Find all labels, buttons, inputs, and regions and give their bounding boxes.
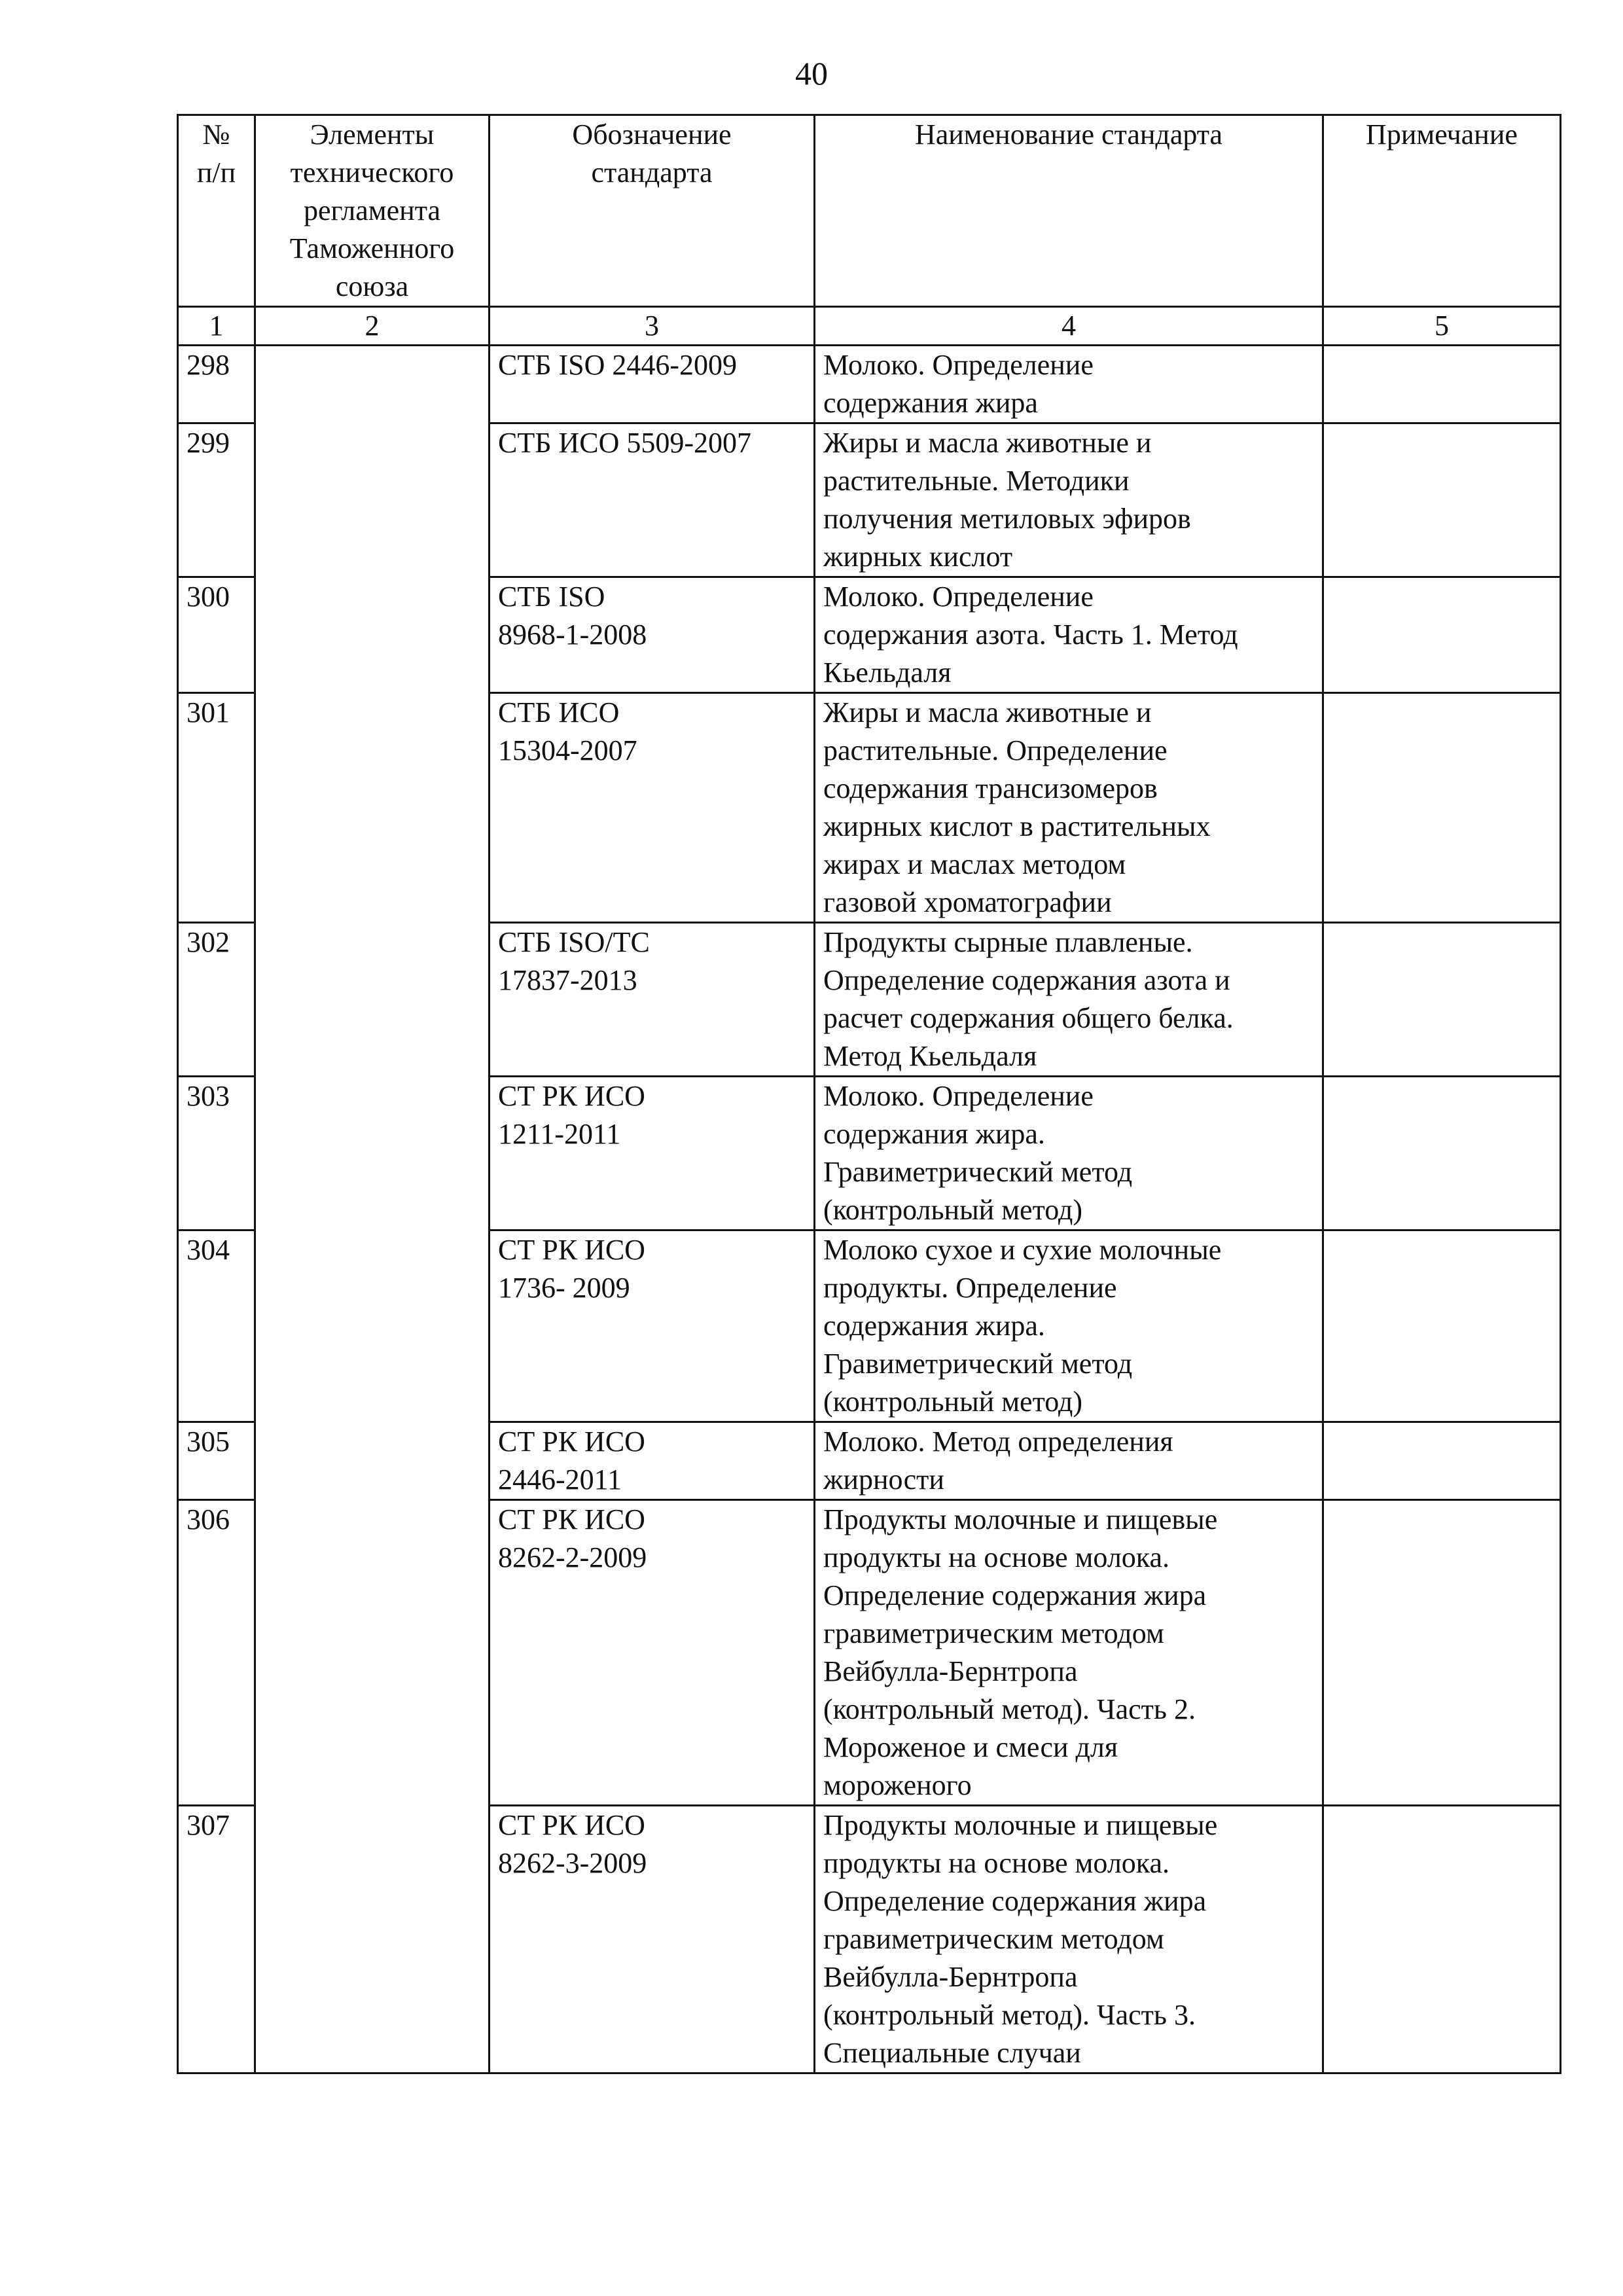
standard-designation: СТ РК ИСО 2446-2011: [490, 1422, 815, 1500]
standard-name: Молоко. Определение содержания жира: [815, 346, 1323, 423]
header-num: № п/п: [178, 115, 255, 307]
standard-designation: СТ РК ИСО 8262-3-2009: [490, 1806, 815, 2073]
row-number: 301: [178, 693, 255, 923]
row-number: 300: [178, 577, 255, 693]
standard-designation: СТ РК ИСО 8262-2-2009: [490, 1500, 815, 1806]
standard-note: [1323, 346, 1561, 423]
table-header-row: [178, 115, 1561, 307]
header-elements: Элементы технического регламента Таможенного союза: [255, 115, 490, 307]
standard-designation: СТ РК ИСО 1736- 2009: [490, 1230, 815, 1422]
standard-name: Жиры и масла животные и растительные. Методики получения метиловых эфиров жирных кислот: [815, 423, 1323, 577]
standard-designation: СТБ ИСО 15304-2007: [490, 693, 815, 923]
standard-designation: СТБ ISO 2446-2009: [490, 346, 815, 423]
column-number: 3: [490, 307, 815, 346]
table-body: [178, 346, 1561, 2073]
row-number: 304: [178, 1230, 255, 1422]
row-number: 305: [178, 1422, 255, 1500]
standard-name: Молоко. Определение содержания азота. Часть 1. Метод Кьельдаля: [815, 577, 1323, 693]
row-number: 307: [178, 1806, 255, 2073]
table-row: [178, 346, 1561, 423]
standard-designation: СТБ ИСО 5509-2007: [490, 423, 815, 577]
column-number: 1: [178, 307, 255, 346]
standard-name: Молоко. Метод определения жирности: [815, 1422, 1323, 1500]
column-number: 4: [815, 307, 1323, 346]
standard-name: Молоко сухое и сухие молочные продукты. Определение содержания жира. Гравиметрический метод (контрольный метод): [815, 1230, 1323, 1422]
standards-table: [177, 114, 1561, 2074]
header-designation: Обозначение стандарта: [490, 115, 815, 307]
standard-name: Продукты сырные плавленые. Определение содержания азота и расчет содержания общего белка. Метод Кьельдаля: [815, 923, 1323, 1077]
standard-note: [1323, 1806, 1561, 2073]
header-name: Наименование стандарта: [815, 115, 1323, 307]
standard-note: [1323, 1422, 1561, 1500]
standard-note: [1323, 1230, 1561, 1422]
standard-note: [1323, 1500, 1561, 1806]
standard-designation: СТБ ISO/TC 17837-2013: [490, 923, 815, 1077]
standard-designation: СТБ ISO 8968-1-2008: [490, 577, 815, 693]
row-number: 306: [178, 1500, 255, 1806]
row-number: 298: [178, 346, 255, 423]
header-note: Примечание: [1323, 115, 1561, 307]
standard-designation: СТ РК ИСО 1211-2011: [490, 1077, 815, 1230]
column-number: 2: [255, 307, 490, 346]
standard-name: Молоко. Определение содержания жира. Гравиметрический метод (контрольный метод): [815, 1077, 1323, 1230]
elements-cell: [255, 346, 490, 2073]
standard-note: [1323, 423, 1561, 577]
row-number: 303: [178, 1077, 255, 1230]
column-number-row: [178, 307, 1561, 346]
standard-name: Продукты молочные и пищевые продукты на основе молока. Определение содержания жира гравиметрическим методом Вейбулла-Бернтропа (контрольный метод). Часть 2. Мороженое и смеси для мороженого: [815, 1500, 1323, 1806]
standard-note: [1323, 1077, 1561, 1230]
row-number: 302: [178, 923, 255, 1077]
column-number: 5: [1323, 307, 1561, 346]
page-number: 40: [795, 55, 828, 92]
standard-note: [1323, 693, 1561, 923]
standard-note: [1323, 577, 1561, 693]
row-number: 299: [178, 423, 255, 577]
standard-name: Продукты молочные и пищевые продукты на основе молока. Определение содержания жира гравиметрическим методом Вейбулла-Бернтропа (контрольный метод). Часть 3. Специальные случаи: [815, 1806, 1323, 2073]
standard-name: Жиры и масла животные и растительные. Определение содержания трансизомеров жирных кислот в растительных жирах и маслах методом газовой хроматографии: [815, 693, 1323, 923]
standard-note: [1323, 923, 1561, 1077]
